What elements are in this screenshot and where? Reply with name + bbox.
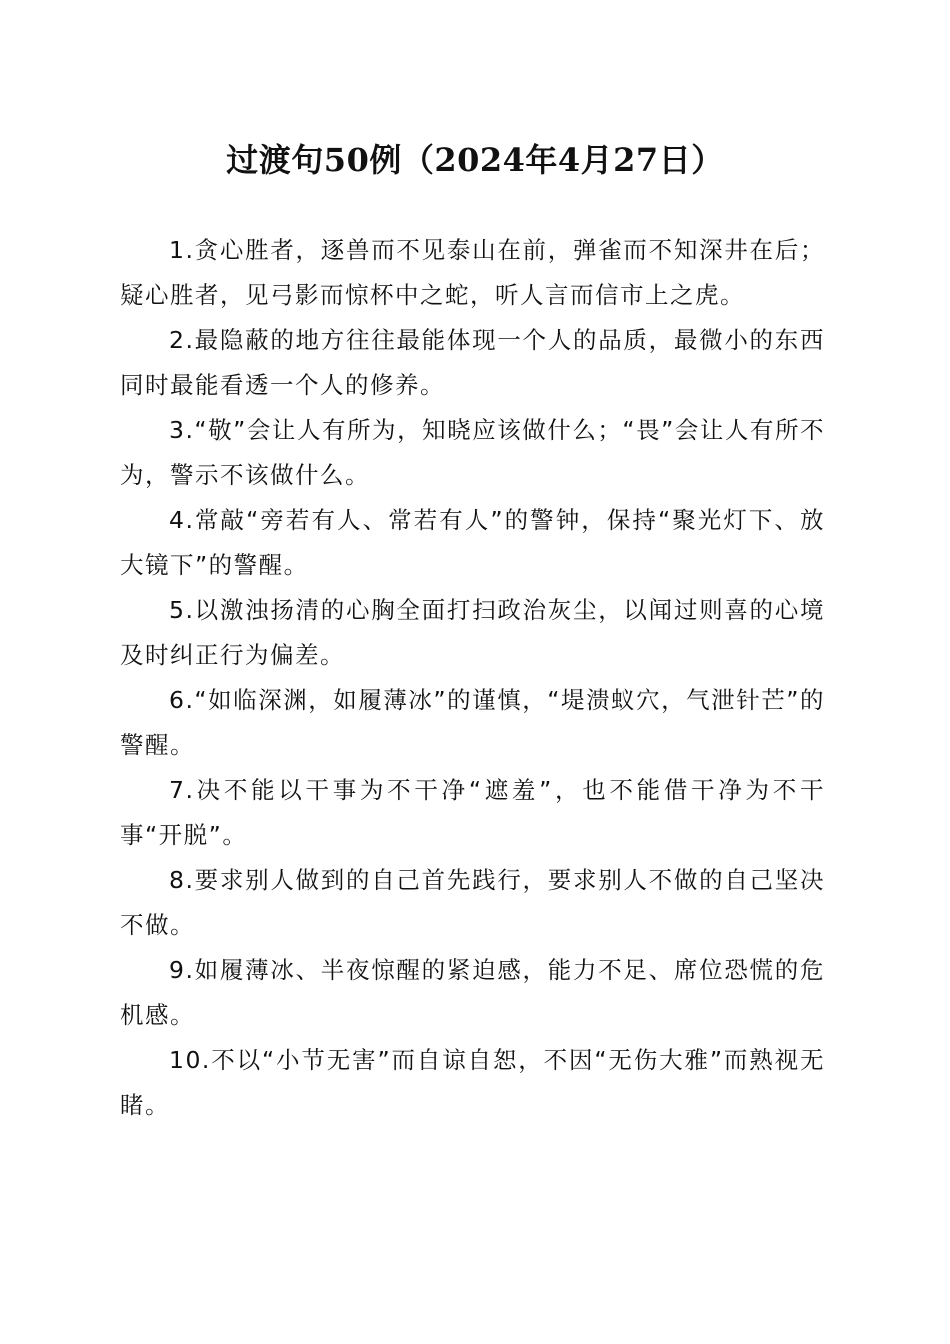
paragraph-7: 7.决不能以干事为不干净“遮羞”，也不能借干净为不干事“开脱”。 [120,776,825,849]
paragraph-4: 4.常敲“旁若有人、常若有人”的警钟，保持“聚光灯下、放大镜下”的警醒。 [120,506,825,579]
paragraph-3: 3.“敬”会让人有所为，知晓应该做什么；“畏”会让人有所不为，警示不该做什么。 [120,416,825,489]
paragraph-2: 2.最隐蔽的地方往往最能体现一个人的品质，最微小的东西同时最能看透一个人的修养。 [120,326,825,399]
paragraph-6: 6.“如临深渊，如履薄冰”的谨慎，“堤溃蚁穴，气泄针芒”的警醒。 [120,686,825,759]
paragraph-9: 9.如履薄冰、半夜惊醒的紧迫感，能力不足、席位恐慌的危机感。 [120,956,825,1029]
paragraph-10: 10.不以“小节无害”而自谅自恕，不因“无伤大雅”而熟视无睹。 [120,1046,825,1119]
paragraph-8: 8.要求别人做到的自己首先践行，要求别人不做的自己坚决不做。 [120,866,825,939]
paragraph-5: 5.以激浊扬清的心胸全面打扫政治灰尘，以闻过则喜的心境及时纠正行为偏差。 [120,596,825,669]
paragraph-1: 1.贪心胜者，逐兽而不见泰山在前，弹雀而不知深井在后；疑心胜者，见弓影而惊杯中之蛇，听人言而信市上之虎。 [120,236,825,309]
document-title: 过渡句50例（2024年4月27日） [226,141,724,179]
paragraph-list [120,228,825,1128]
